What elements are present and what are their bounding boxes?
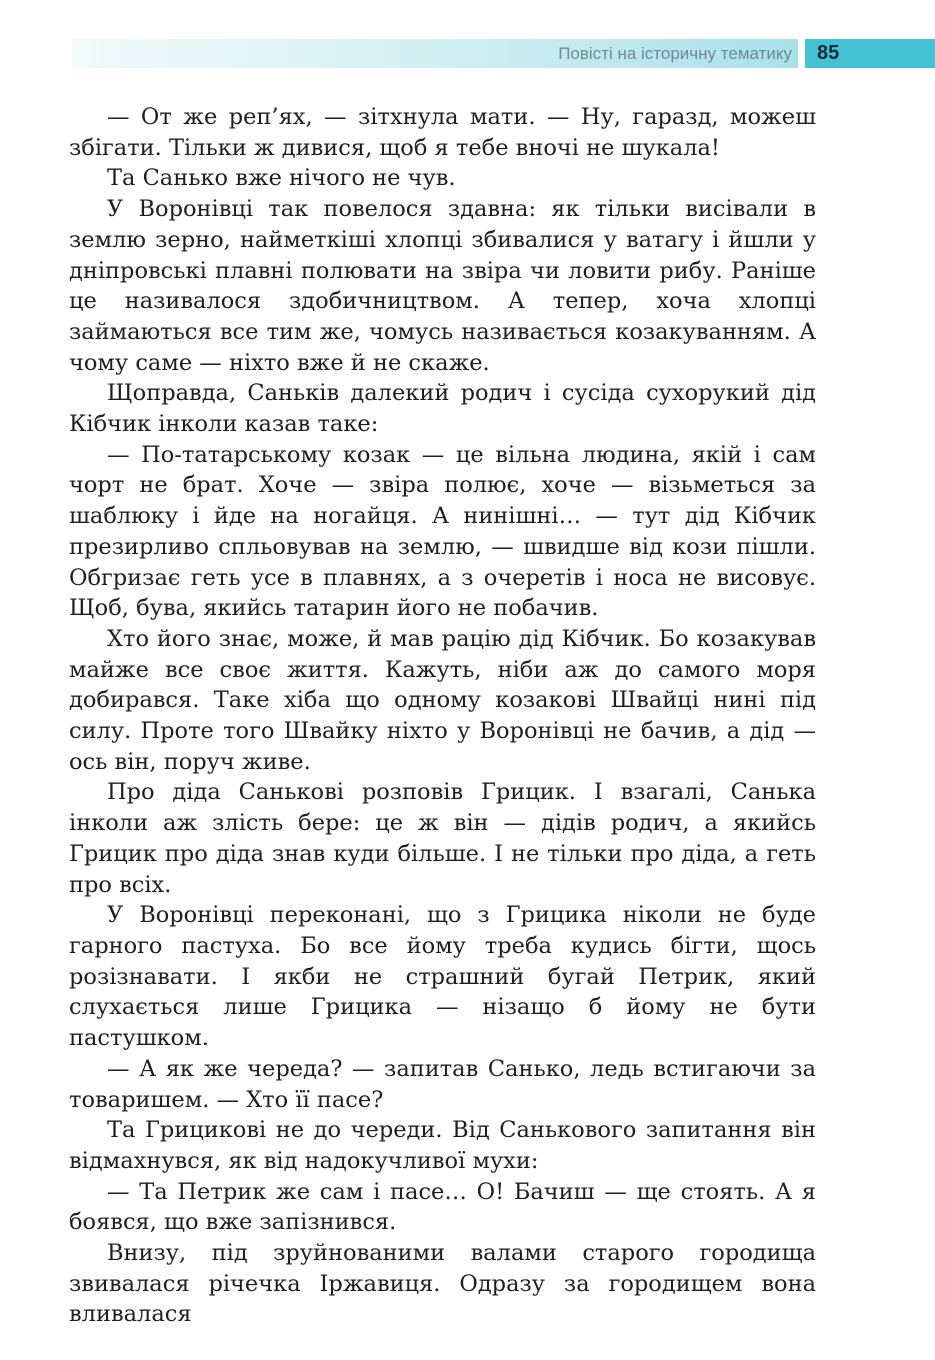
paragraph: — По-татарському козак — це вільна людина, якій і сам чорт не брат. Хоче — звіра полює, хоче — візьметься за шаблюку і йде на ногайця. А нинішні… — тут дід Кібчик презирливо спльовував на землю, — швидше від кози пішли. Обгризає геть усе в плавнях, а з очеретів і носа не висовує. Щоб, бува, якийсь татарин його не побачив. bbox=[69, 441, 816, 622]
story-text bbox=[69, 102, 816, 1330]
paragraph: Внизу, під зруйнованими валами старого городища звивалася річечка Іржавиця. Одразу за городищем вона вливалася bbox=[69, 1240, 816, 1328]
paragraph: Про діда Санькові розповів Грицик. І взагалі, Санька інколи аж злість бере: це ж він — дідів родич, а якийсь Грицик про діда знав куди більше. І не тільки про діда, а геть про всіх. bbox=[69, 779, 816, 898]
paragraph: У Воронівці переконані, що з Грицика ніколи не буде гарного пастуха. Бо все йому треба кудись бігти, щось розізнавати. І якби не страшний бугай Петрик, який слухається лише Грицика — нізащо б йому не бути пастушком. bbox=[69, 902, 816, 1052]
page-number-badge bbox=[805, 39, 935, 68]
running-header bbox=[72, 39, 798, 68]
paragraph: Хто його знає, може, й мав рацію дід Кібчик. Бо козакував майже все своє життя. Кажуть, ніби аж до самого моря добирався. Таке хіба що одному козакові Швайці нині під силу. Проте того Швайку ніхто у Воронівці не бачив, а дід — ось він, поруч живе. bbox=[69, 625, 816, 775]
paragraph: — Та Петрик же сам і пасе… О! Бачиш — ще стоять. А я боявся, що вже запізнився. bbox=[69, 1178, 816, 1236]
paragraph: Щоправда, Саньків далекий родич і сусіда сухорукий дід Кібчик інколи казав таке: bbox=[69, 380, 816, 438]
paragraph: Та Грицикові не до череди. Від Санькового запитання він відмахнувся, як від надокучливої мухи: bbox=[69, 1117, 816, 1174]
running-header-title: Повісті на історичну тематику bbox=[558, 44, 792, 63]
page-number: 85 bbox=[817, 42, 840, 64]
paragraph: Та Санько вже нічого не чув. bbox=[107, 165, 456, 192]
paragraph: У Воронівці так повелося здавна: як тільки висівали в землю зерно, найметкіші хлопці збивалися у ватагу і йшли у дніпровські плавні полювати на звіра чи ловити рибу. Раніше це називалося здобичництвом. А тепер, хоча хлопці займаються все тим же, чомусь називається козакуванням. А чому саме — ніхто вже й не скаже. bbox=[69, 196, 816, 376]
paragraph: — А як же череда? — запитав Санько, ледь встигаючи за товаришем. — Хто її пасе? bbox=[69, 1055, 816, 1113]
paragraph: — От же реп’ях, — зітхнула мати. — Ну, гаразд, можеш збігати. Тільки ж дивися, щоб я тебе вночі не шукала! bbox=[69, 104, 816, 161]
